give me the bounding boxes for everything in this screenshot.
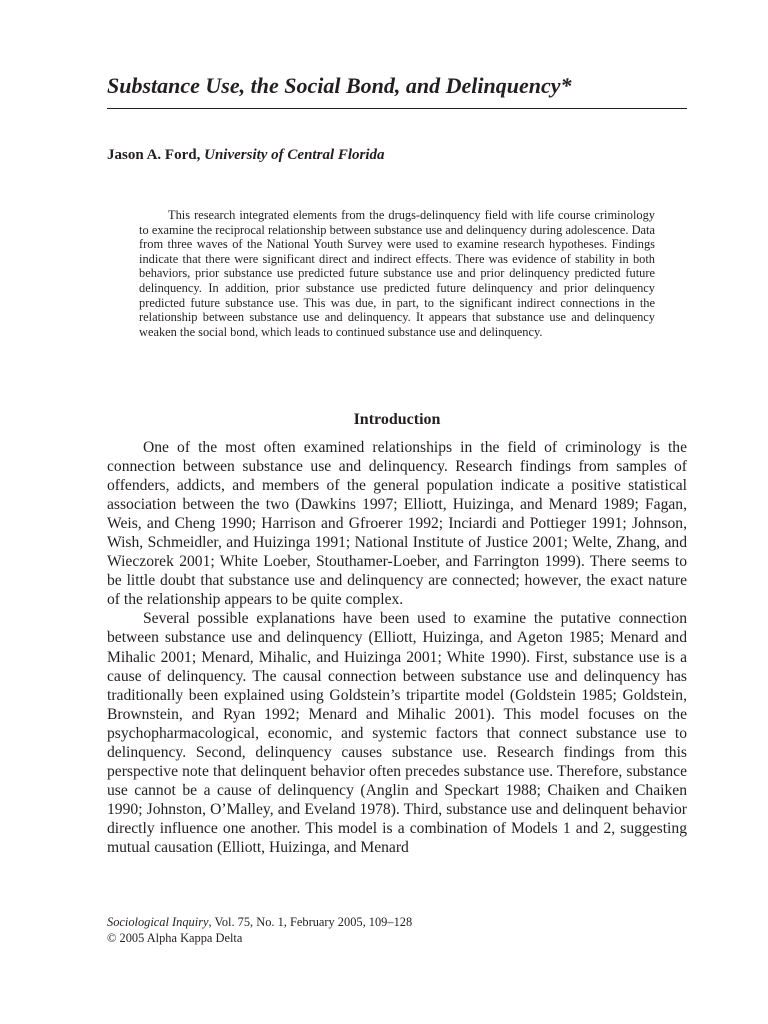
author-affiliation: University of Central Florida — [204, 147, 385, 163]
article-title: Substance Use, the Social Bond, and Delinquency* — [107, 73, 572, 98]
journal-page — [107, 0, 687, 1024]
author-byline — [107, 146, 385, 164]
volume-issue-pages: , Vol. 75, No. 1, February 2005, 109–128 — [208, 915, 413, 929]
author-name: Jason A. Ford, — [107, 147, 201, 163]
journal-citation — [107, 914, 687, 930]
copyright-notice: © 2005 Alpha Kappa Delta — [107, 931, 243, 945]
body-paragraph: One of the most often examined relationships in the field of criminology is the connection between substance use and delinquency. Research findings from samples of offenders, addicts, and members of the general population indicate a positive statistical association between the two (Dawkins 1997; Elliott, Huizinga, and Menard 1989; Fagan, Weis, and Cheng 1990; Harrison and Gfroerer 1992; Inciardi and Pottieger 1991; Johnson, Wish, Schmeidler, and Huizinga 1991; National Institute of Justice 2001; Welte, Zhang, and Wieczorek 2001; White Loeber, Stouthamer-Loeber, and Farrington 1999). There seems to be little doubt that substance use and delinquency are connected; however, the exact nature of the relationship appears to be quite complex. — [107, 439, 687, 609]
section-heading-introduction: Introduction — [353, 411, 441, 428]
page-footer — [107, 914, 687, 946]
introduction-body — [107, 438, 687, 857]
journal-name: Sociological Inquiry — [107, 915, 209, 929]
title-divider — [107, 108, 687, 109]
body-paragraph: Several possible explanations have been used to examine the putative connection between substance use and delinquency (Elliott, Huizinga, and Ageton 1985; Menard and Mihalic 2001; Menard, Mihalic, and Huizinga 2001; White 1990). First, substance use is a cause of delinquency. The causal connection between substance use and delinquency has traditionally been explained using Goldstein’s tripartite model (Goldstein 1985; Goldstein, Brownstein, and Ryan 1992; Menard and Mihalic 2001). This model focuses on the psychopharmacological, economic, and systemic factors that connect substance use to delinquency. Second, delinquency causes substance use. Research findings from this perspective note that delinquent behavior often precedes substance use. Therefore, substance use cannot be a cause of delinquency (Anglin and Speckart 1988; Chaiken and Chaiken 1990; Johnston, O’Malley, and Eveland 1978). Third, substance use and delinquent behavior directly influence one another. This model is a combination of Models 1 and 2, suggesting mutual causation (Elliott, Huizinga, and Menard — [107, 610, 687, 856]
abstract: This research integrated elements from the drugs-delinquency field with life course criminology to examine the reciprocal relationship between substance use and delinquency during adolescence. Data from three waves of the National Youth Survey were used to examine research hypotheses. Findings indicate that there were significant direct and indirect effects. There was evidence of stability in both behaviors, prior substance use predicted future substance use and prior delinquency predicted future delinquency. In addition, prior substance use predicted future delinquency and prior delinquency predicted future substance use. This was due, in part, to the significant indirect connections in the relationship between substance use and delinquency. It appears that substance use and delinquency weaken the social bond, which leads to continued substance use and delinquency. — [139, 208, 655, 339]
